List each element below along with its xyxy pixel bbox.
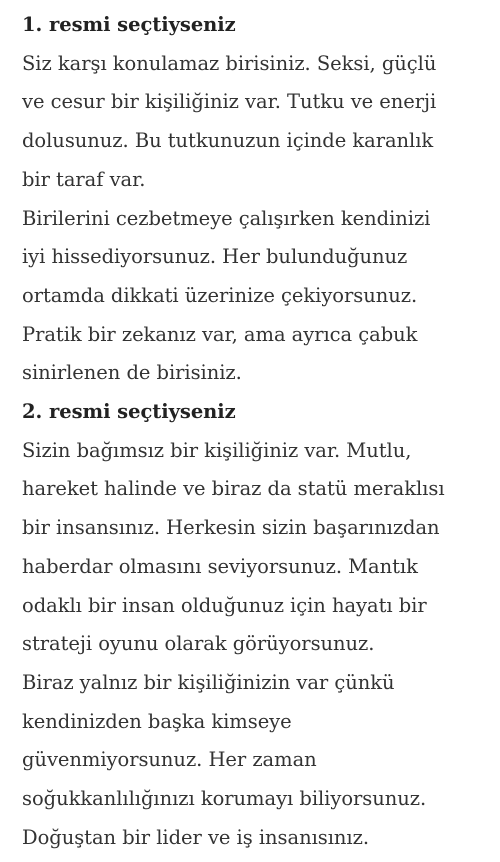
text-line: hareket halinde ve biraz da statü meraklısı xyxy=(22,477,445,501)
text-line: dolusunuz. Bu tutkunuzun içinde karanlık xyxy=(22,129,434,153)
text-line: güvenmiyorsunuz. Her zaman xyxy=(22,748,317,772)
text-line: soğukkanlılığınızı korumayı biliyorsunuz. xyxy=(22,787,427,811)
section-2-paragraph-1 xyxy=(22,432,494,664)
text-line: Biraz yalnız bir kişiliğinizin var çünkü xyxy=(22,670,395,694)
text-line: strateji oyunu olarak görüyorsunuz. xyxy=(22,632,375,656)
text-line: Doğuştan bir lider ve iş insanısınız. xyxy=(22,825,369,849)
text-line: bir insansınız. Herkesin sizin başarınızdan xyxy=(22,516,440,540)
article-body xyxy=(22,6,494,857)
text-line: bir taraf var. xyxy=(22,167,146,191)
section-1-heading: 1. resmi seçtiyseniz xyxy=(22,13,236,36)
text-line: kendinizden başka kimseye xyxy=(22,709,292,733)
section-2-paragraph-2 xyxy=(22,664,494,858)
text-line: Sizin bağımsız bir kişiliğiniz var. Mutlu, xyxy=(22,438,412,462)
text-line: odaklı bir insan olduğunuz için hayatı bir xyxy=(22,593,427,617)
text-line: ve cesur bir kişiliğiniz var. Tutku ve enerji xyxy=(22,90,437,114)
section-1-paragraph-2 xyxy=(22,200,494,394)
section-2-heading: 2. resmi seçtiyseniz xyxy=(22,400,236,424)
section-1 xyxy=(22,6,494,393)
text-line: ortamda dikkati üzerinize çekiyorsunuz. xyxy=(22,283,418,307)
text-line: Siz karşı konulamaz birisiniz. Seksi, güçlü xyxy=(22,51,437,75)
text-line: haberdar olmasını seviyorsunuz. Mantık xyxy=(22,554,418,578)
section-1-paragraph-1 xyxy=(22,45,494,200)
section-2 xyxy=(22,393,494,857)
text-line: Birilerini cezbetmeye çalışırken kendinizi xyxy=(22,206,431,230)
text-line: iyi hissediyorsunuz. Her bulunduğunuz xyxy=(22,245,408,269)
text-line: sinirlenen de birisiniz. xyxy=(22,361,242,385)
text-line: Pratik bir zekanız var, ama ayrıca çabuk xyxy=(22,322,418,346)
